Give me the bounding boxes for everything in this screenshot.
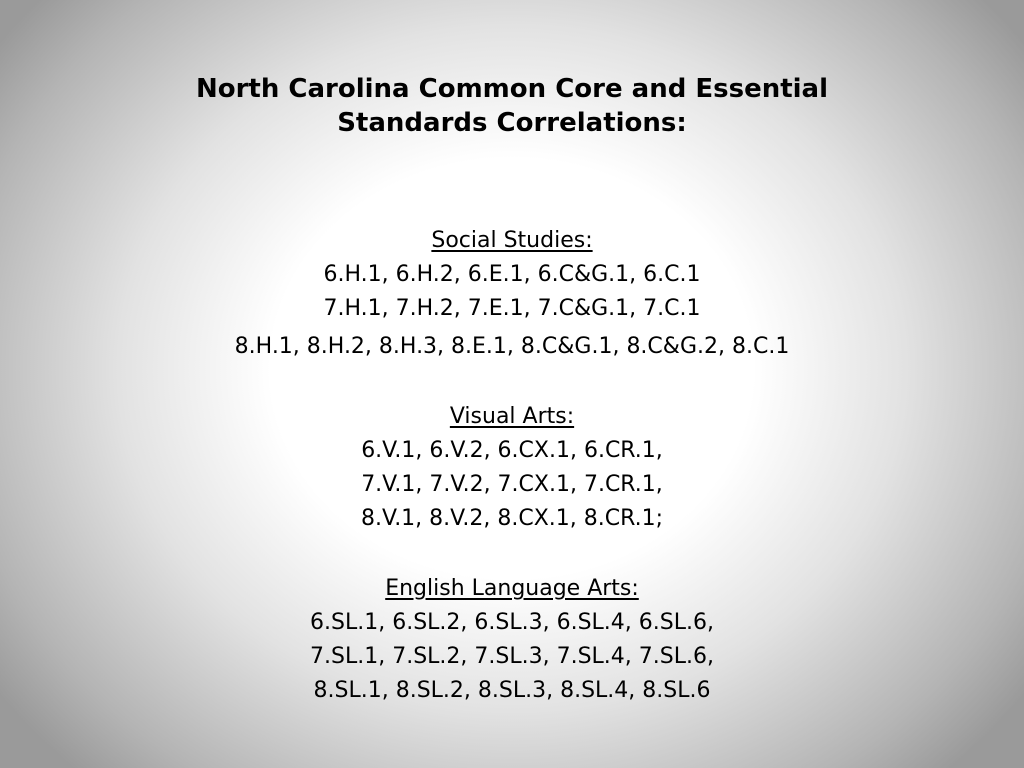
section-heading-visual-arts: Visual Arts: xyxy=(449,404,575,429)
standards-line: 6.V.1, 6.V.2, 6.CX.1, 6.CR.1, xyxy=(361,438,663,463)
section-spacer xyxy=(0,536,1024,572)
section-social-studies xyxy=(0,224,1024,364)
standards-line: 6.SL.1, 6.SL.2, 6.SL.3, 6.SL.4, 6.SL.6, xyxy=(310,610,714,635)
section-spacer xyxy=(0,364,1024,400)
standards-line: 7.V.1, 7.V.2, 7.CX.1, 7.CR.1, xyxy=(361,472,663,497)
section-heading-social-studies: Social Studies: xyxy=(431,228,593,253)
slide-title xyxy=(0,72,1024,140)
correlations-list xyxy=(0,224,1024,708)
standards-line: 8.V.1, 8.V.2, 8.CX.1, 8.CR.1; xyxy=(360,506,664,531)
standards-line: 8.H.1, 8.H.2, 8.H.3, 8.E.1, 8.C&G.1, 8.C&G.2, 8.C.1 xyxy=(234,334,790,359)
section-english-language-arts xyxy=(0,572,1024,708)
slide-title-line-1: North Carolina Common Core and Essential xyxy=(195,74,829,104)
section-visual-arts xyxy=(0,400,1024,536)
slide-title-line-2: Standards Correlations: xyxy=(337,108,687,138)
section-heading-english-language-arts: English Language Arts: xyxy=(385,576,639,601)
standards-line: 7.SL.1, 7.SL.2, 7.SL.3, 7.SL.4, 7.SL.6, xyxy=(310,644,714,669)
standards-line: 6.H.1, 6.H.2, 6.E.1, 6.C&G.1, 6.C.1 xyxy=(323,262,701,287)
standards-line: 7.H.1, 7.H.2, 7.E.1, 7.C&G.1, 7.C.1 xyxy=(323,296,701,321)
standards-line: 8.SL.1, 8.SL.2, 8.SL.3, 8.SL.4, 8.SL.6 xyxy=(313,678,711,703)
